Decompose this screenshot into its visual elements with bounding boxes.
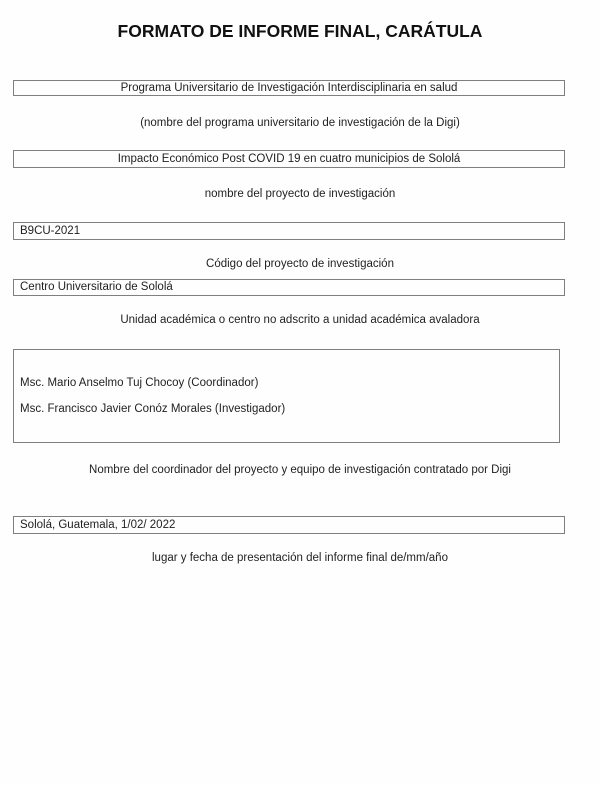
place-date-field[interactable]: Sololá, Guatemala, 1/02/ 2022 bbox=[13, 516, 565, 534]
project-name-caption: nombre del proyecto de investigación bbox=[204, 188, 396, 200]
academic-unit-caption: Unidad académica o centro no adscrito a unidad académica avaladora bbox=[120, 314, 480, 326]
project-code-field[interactable]: B9CU-2021 bbox=[13, 222, 565, 240]
program-caption: (nombre del programa universitario de investigación de la Digi) bbox=[140, 117, 460, 129]
team-member-coordinator: Msc. Mario Anselmo Tuj Chocoy (Coordinador) bbox=[20, 377, 259, 389]
team-field[interactable] bbox=[13, 349, 560, 443]
team-member-investigator: Msc. Francisco Javier Conóz Morales (Investigador) bbox=[20, 403, 286, 415]
place-date-caption: lugar y fecha de presentación del informe final de/mm/año bbox=[152, 552, 448, 564]
team-caption: Nombre del coordinador del proyecto y equipo de investigación contratado por Digi bbox=[89, 464, 511, 476]
project-name-field[interactable]: Impacto Económico Post COVID 19 en cuatro municipios de Sololá bbox=[13, 150, 565, 168]
academic-unit-field[interactable]: Centro Universitario de Sololá bbox=[13, 279, 565, 296]
program-field[interactable]: Programa Universitario de Investigación Interdisciplinaria en salud bbox=[13, 80, 565, 96]
project-code-caption: Código del proyecto de investigación bbox=[206, 258, 394, 270]
page-title: FORMATO DE INFORME FINAL, CARÁTULA bbox=[117, 21, 483, 41]
